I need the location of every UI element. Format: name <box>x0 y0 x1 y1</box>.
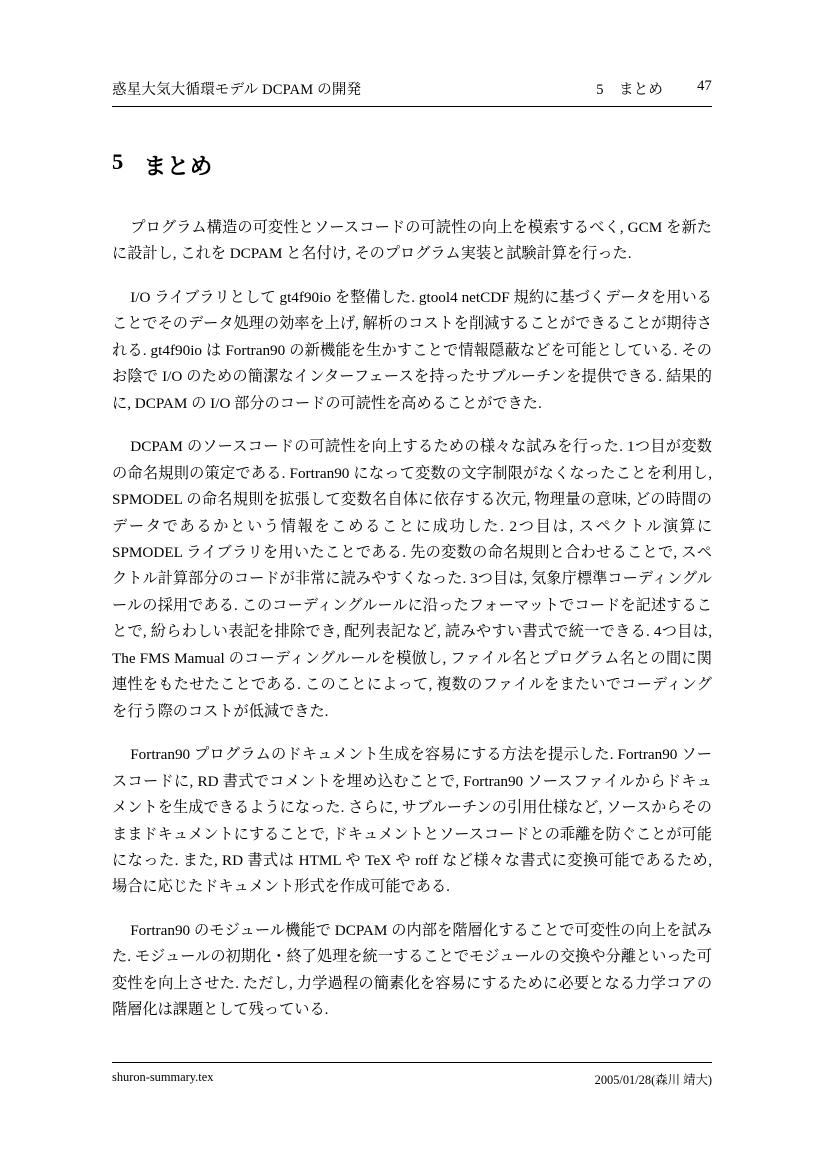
page-content <box>112 78 712 1024</box>
footer-date-author: 2005/01/28(森川 靖大) <box>594 1073 712 1087</box>
paragraph-5: Fortran90 のモジュール機能で DCPAM の内部を階層化することで可変性の向上を試みた. モジュールの初期化・終了処理を統一することでモジュールの交換や分離といった可変性を向上させた. ただし, 力学過程の簡素化を容易にするために必要となる力学コアの階層化は課題として残っている. <box>112 921 712 1019</box>
paragraph-3: DCPAM のソースコードの可読性を向上するための様々な試みを行った. 1つ目が変数の命名規則の策定である. Fortran90 になって変数の文字制限がなくなったことを利用し, SPMODEL の命名規則を拡張して変数名自体に依存する次元, 物理量の意味, どの時間のデータであるかという情報をこめることに成功した. 2つ目は, スペクトル演算に SPMODEL ライブラリを用いたことである. 先の変数の命名規則と合わせることで, スペクトル計算部分のコードが非常に読みやすくなった. 3つ目は, 気象庁標準コーディングルールの採用である. このコーディングルールに沿ったフォーマットでコードを記述することで, 紛らわしい表記を排除でき, 配列表記など, 読みやすい書式で統一できる. 4つ目は, The FMS Mamual のコーディングルールを模倣し, ファイル名とプログラム名との間に関連性をもたせたことである. このことによって, 複数のファイルをまたいでコーディングを行う際のコストが低減できた. <box>112 438 712 720</box>
paragraph-4: Fortran90 プログラムのドキュメント生成を容易にする方法を提示した. Fortran90 ソースコードに, RD 書式でコメントを埋め込むことで, Fortran90 ソースファイルからドキュメントを生成できるようになった. さらに, サブルーチンの引用仕様など, ソースからそのままドキュメントにすることで, ドキュメントとソースコードとの乖離を防ぐことが可能になった. また, RD 書式は HTML や TeX や roff など様々な書式に変換可能であるため, 場合に応じたドキュメント形式を作成可能である. <box>112 746 712 896</box>
running-header-section <box>596 78 663 99</box>
running-header-title: 惑星大気大循環モデル DCPAM の開発 <box>112 82 362 98</box>
paragraph-1: プログラム構造の可変性とソースコードの可読性の向上を模索するべく, GCM を新たに設計し, これを DCPAM と名付け, そのプログラム実装と試験計算を行った. <box>112 219 712 263</box>
running-header <box>112 78 712 107</box>
running-header-section-number: 5 <box>596 82 604 98</box>
section-title: まとめ <box>143 154 213 179</box>
running-header-section-name: まとめ <box>618 82 664 98</box>
footer-rule <box>112 1062 712 1063</box>
body-text <box>112 215 712 1024</box>
paragraph-2: I/O ライブラリとして gt4f90io を整備した. gtool4 netCDF 規約に基づくデータを用いることでそのデータ処理の効率を上げ, 解析のコストを削減することができることが期待される. gt4f90io は Fortran90 の新機能を生かすことで情報隠蔽などを可能としている. そのお陰で I/O のための簡潔なインターフェースを持ったサブルーチンを提供できる. 結果的に, DCPAM の I/O 部分のコードの可読性を高めることができた. <box>112 288 712 412</box>
section-number: 5 <box>112 149 124 174</box>
page-number: 47 <box>697 78 712 94</box>
running-header-right <box>596 78 712 99</box>
page-footer <box>112 1070 712 1088</box>
section-heading <box>112 149 712 181</box>
footer-filename: shuron-summary.tex <box>112 1070 214 1084</box>
